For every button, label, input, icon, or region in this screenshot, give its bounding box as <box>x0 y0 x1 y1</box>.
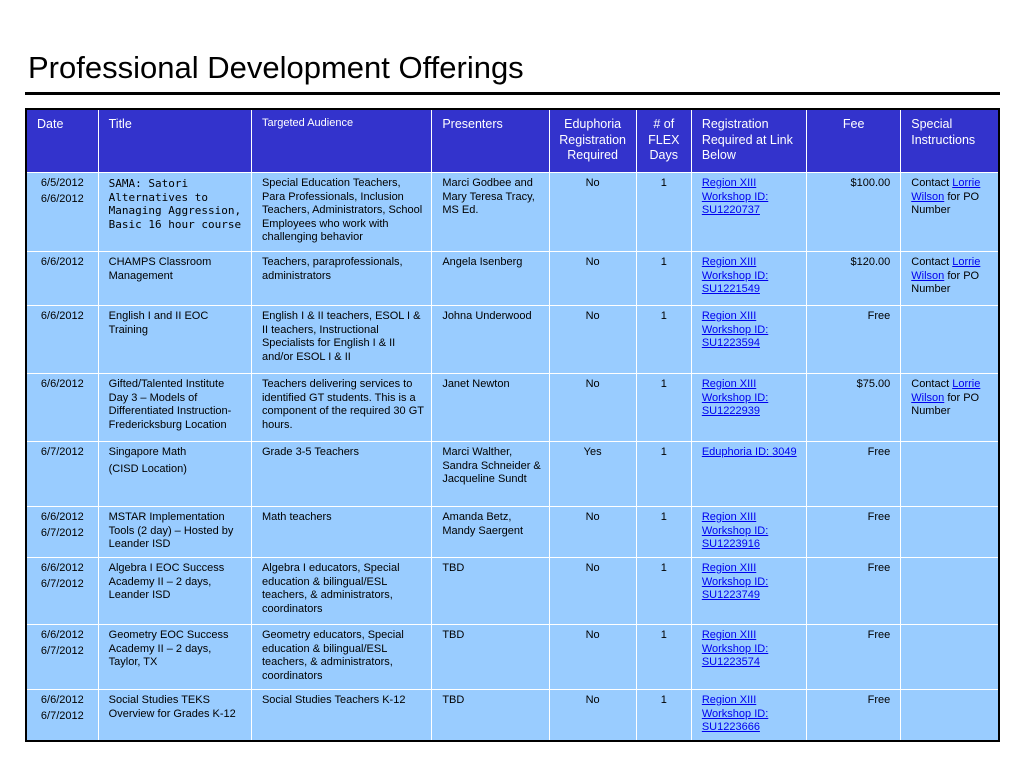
date-value: 6/6/2012 <box>40 511 84 523</box>
table-row <box>26 558 999 625</box>
date-cell <box>26 173 98 252</box>
table-row <box>26 442 999 507</box>
workshop-id: Workshop ID: SU1223916 <box>701 524 769 551</box>
offering-title: Geometry EOC Success Academy II – 2 days, Taylor, TX <box>108 629 229 669</box>
date-value: 6/6/2012 <box>40 629 84 641</box>
audience-cell: Social Studies Teachers K-12 <box>251 690 431 741</box>
table-row <box>26 690 999 741</box>
date-cell <box>26 252 98 306</box>
workshop-id: 3049 <box>772 446 797 458</box>
date-value: 6/7/2012 <box>40 446 84 458</box>
registration-link[interactable] <box>702 694 800 735</box>
title-cell <box>98 507 251 558</box>
registration-cell <box>691 558 806 625</box>
date-value: 6/7/2012 <box>40 709 84 722</box>
special-instructions-cell <box>901 507 999 558</box>
registration-link[interactable] <box>702 446 800 460</box>
registration-source: Region XIII <box>701 177 757 189</box>
date-cell <box>26 374 98 442</box>
offering-title: SAMA: Satori Alternatives to Managing Aggression, Basic 16 hour course <box>108 177 242 231</box>
registration-link[interactable] <box>702 629 800 670</box>
fee-cell: $120.00 <box>807 252 901 306</box>
title-divider <box>25 92 1000 95</box>
presenters-cell: Marci Godbee and Mary Teresa Tracy, MS Ed. <box>432 173 549 252</box>
flex-days-cell: 1 <box>636 507 691 558</box>
date-value: 6/6/2012 <box>40 562 84 574</box>
offering-title: Singapore Math <box>108 446 187 458</box>
offering-title: Social Studies TEKS Overview for Grades K-12 <box>108 694 236 720</box>
workshop-id: Workshop ID: SU1223574 <box>701 642 769 669</box>
registration-cell <box>691 306 806 374</box>
registration-source: Region XIII <box>701 562 757 574</box>
special-instructions-cell <box>901 306 999 374</box>
registration-source: Region XIII <box>701 310 757 322</box>
date-value: 6/5/2012 <box>40 177 84 189</box>
offering-title: Algebra I EOC Success Academy II – 2 days, Leander ISD <box>108 562 225 602</box>
presenters-cell: Johna Underwood <box>432 306 549 374</box>
registration-source: Eduphoria ID: <box>701 446 770 458</box>
fee-cell: Free <box>807 625 901 690</box>
flex-days-cell: 1 <box>636 442 691 507</box>
presenters-cell: Marci Walther, Sandra Schneider & Jacqueline Sundt <box>432 442 549 507</box>
registration-cell <box>691 690 806 741</box>
workshop-id: Workshop ID: SU1220737 <box>701 190 769 217</box>
table-row <box>26 252 999 306</box>
header-date: Date <box>26 109 98 173</box>
registration-source: Region XIII <box>701 629 757 641</box>
special-instructions-text: Contact <box>911 378 953 390</box>
registration-cell <box>691 374 806 442</box>
audience-cell: Special Education Teachers, Para Professionals, Inclusion Teachers, Administrators, School Employees who work with challenging behavior <box>251 173 431 252</box>
registration-source: Region XIII <box>701 378 757 390</box>
workshop-id: Workshop ID: SU1222939 <box>701 391 769 418</box>
special-instructions-cell <box>901 374 999 442</box>
page-title: Professional Development Offerings <box>28 50 524 85</box>
eduphoria-cell: No <box>549 558 636 625</box>
header-registration-link: Registration Required at Link Below <box>691 109 806 173</box>
registration-link[interactable] <box>702 562 800 603</box>
title-cell <box>98 442 251 507</box>
eduphoria-cell: No <box>549 306 636 374</box>
registration-cell <box>691 442 806 507</box>
table-row <box>26 173 999 252</box>
eduphoria-cell: No <box>549 625 636 690</box>
table-row <box>26 306 999 374</box>
table-row <box>26 625 999 690</box>
special-instructions-cell <box>901 558 999 625</box>
audience-cell: Math teachers <box>251 507 431 558</box>
header-fee: Fee <box>807 109 901 173</box>
presenters-cell: TBD <box>432 690 549 741</box>
date-cell <box>26 507 98 558</box>
title-cell <box>98 374 251 442</box>
presenters-cell: Angela Isenberg <box>432 252 549 306</box>
date-cell <box>26 442 98 507</box>
date-value: 6/7/2012 <box>40 577 84 590</box>
special-instructions-cell <box>901 690 999 741</box>
date-value: 6/6/2012 <box>40 378 84 390</box>
workshop-id: Workshop ID: SU1221549 <box>701 269 769 296</box>
offering-title: Gifted/Talented Institute Day 3 – Models of Differentiated Instruction-Fredericksburg Location <box>108 378 232 431</box>
audience-cell: Geometry educators, Special education & bilingual/ESL teachers, & administrators, coordinators <box>251 625 431 690</box>
offering-title: English I and II EOC Training <box>108 310 209 336</box>
registration-link[interactable] <box>702 378 800 419</box>
header-targeted-audience: Targeted Audience <box>251 109 431 173</box>
workshop-id: Workshop ID: SU1223666 <box>701 707 769 734</box>
registration-source: Region XIII <box>701 256 757 268</box>
registration-source: Region XIII <box>701 694 757 706</box>
registration-cell <box>691 173 806 252</box>
date-cell <box>26 558 98 625</box>
flex-days-cell: 1 <box>636 374 691 442</box>
date-cell <box>26 690 98 741</box>
registration-cell <box>691 507 806 558</box>
special-instructions-cell <box>901 252 999 306</box>
fee-cell: Free <box>807 442 901 507</box>
special-instructions-text: Contact <box>911 256 953 268</box>
workshop-id: Workshop ID: SU1223594 <box>701 323 769 350</box>
fee-cell: Free <box>807 507 901 558</box>
eduphoria-cell: No <box>549 690 636 741</box>
flex-days-cell: 1 <box>636 625 691 690</box>
contact-link[interactable]: Lorrie Wilson <box>911 256 981 282</box>
special-instructions-text: Contact <box>911 177 953 189</box>
title-cell <box>98 173 251 252</box>
date-value: 6/6/2012 <box>40 694 84 706</box>
special-instructions-cell <box>901 173 999 252</box>
registration-link[interactable] <box>702 256 800 297</box>
presenters-cell: TBD <box>432 558 549 625</box>
eduphoria-cell: Yes <box>549 442 636 507</box>
registration-cell <box>691 625 806 690</box>
workshop-id: Workshop ID: SU1223749 <box>701 575 769 602</box>
table-row <box>26 507 999 558</box>
special-instructions-text: for PO Number <box>911 190 980 217</box>
date-value: 6/6/2012 <box>40 256 84 268</box>
audience-cell: English I & II teachers, ESOL I & II teachers, Instructional Specialists for English I & II and/or ESOL I & II <box>251 306 431 374</box>
special-instructions-cell <box>901 625 999 690</box>
special-instructions-text: for PO Number <box>911 391 980 418</box>
header-special-instructions: Special Instructions <box>901 109 999 173</box>
fee-cell: Free <box>807 306 901 374</box>
presenters-cell: TBD <box>432 625 549 690</box>
offering-title: MSTAR Implementation Tools (2 day) – Hosted by Leander ISD <box>108 511 234 551</box>
title-cell <box>98 690 251 741</box>
table-header-row <box>26 109 999 173</box>
presenters-cell: Amanda Betz, Mandy Saergent <box>432 507 549 558</box>
flex-days-cell: 1 <box>636 558 691 625</box>
header-presenters: Presenters <box>432 109 549 173</box>
audience-cell: Teachers delivering services to identified GT students. This is a component of the required 30 GT hours. <box>251 374 431 442</box>
offering-location: (CISD Location) <box>108 462 187 475</box>
header-eduphoria-registration: Eduphoria Registration Required <box>549 109 636 173</box>
registration-source: Region XIII <box>701 511 757 523</box>
header-title: Title <box>98 109 251 173</box>
date-cell <box>26 625 98 690</box>
special-instructions-text: for PO Number <box>911 269 980 296</box>
fee-cell: Free <box>807 558 901 625</box>
fee-cell: Free <box>807 690 901 741</box>
audience-cell: Teachers, paraprofessionals, administrators <box>251 252 431 306</box>
fee-cell: $100.00 <box>807 173 901 252</box>
registration-link[interactable] <box>702 310 800 351</box>
date-value: 6/7/2012 <box>40 526 84 539</box>
registration-link[interactable] <box>702 177 800 218</box>
audience-cell: Algebra I educators, Special education & bilingual/ESL teachers, & administrators, coordinators <box>251 558 431 625</box>
flex-days-cell: 1 <box>636 252 691 306</box>
presenters-cell: Janet Newton <box>432 374 549 442</box>
table-row <box>26 374 999 442</box>
date-value: 6/6/2012 <box>40 192 84 205</box>
date-cell <box>26 306 98 374</box>
offerings-table <box>25 108 1000 742</box>
registration-link[interactable] <box>702 511 800 552</box>
flex-days-cell: 1 <box>636 690 691 741</box>
flex-days-cell: 1 <box>636 173 691 252</box>
audience-cell: Grade 3-5 Teachers <box>251 442 431 507</box>
title-cell <box>98 306 251 374</box>
title-cell <box>98 558 251 625</box>
eduphoria-cell: No <box>549 507 636 558</box>
offering-title: CHAMPS Classroom Management <box>108 256 212 282</box>
title-cell <box>98 625 251 690</box>
flex-days-cell: 1 <box>636 306 691 374</box>
eduphoria-cell: No <box>549 252 636 306</box>
date-value: 6/6/2012 <box>40 310 84 322</box>
contact-link[interactable]: Lorrie Wilson <box>911 378 981 404</box>
registration-cell <box>691 252 806 306</box>
title-cell <box>98 252 251 306</box>
date-value: 6/7/2012 <box>40 644 84 657</box>
contact-link[interactable]: Lorrie Wilson <box>911 177 981 203</box>
fee-cell: $75.00 <box>807 374 901 442</box>
eduphoria-cell: No <box>549 374 636 442</box>
eduphoria-cell: No <box>549 173 636 252</box>
special-instructions-cell <box>901 442 999 507</box>
header-flex-days: # of FLEX Days <box>636 109 691 173</box>
